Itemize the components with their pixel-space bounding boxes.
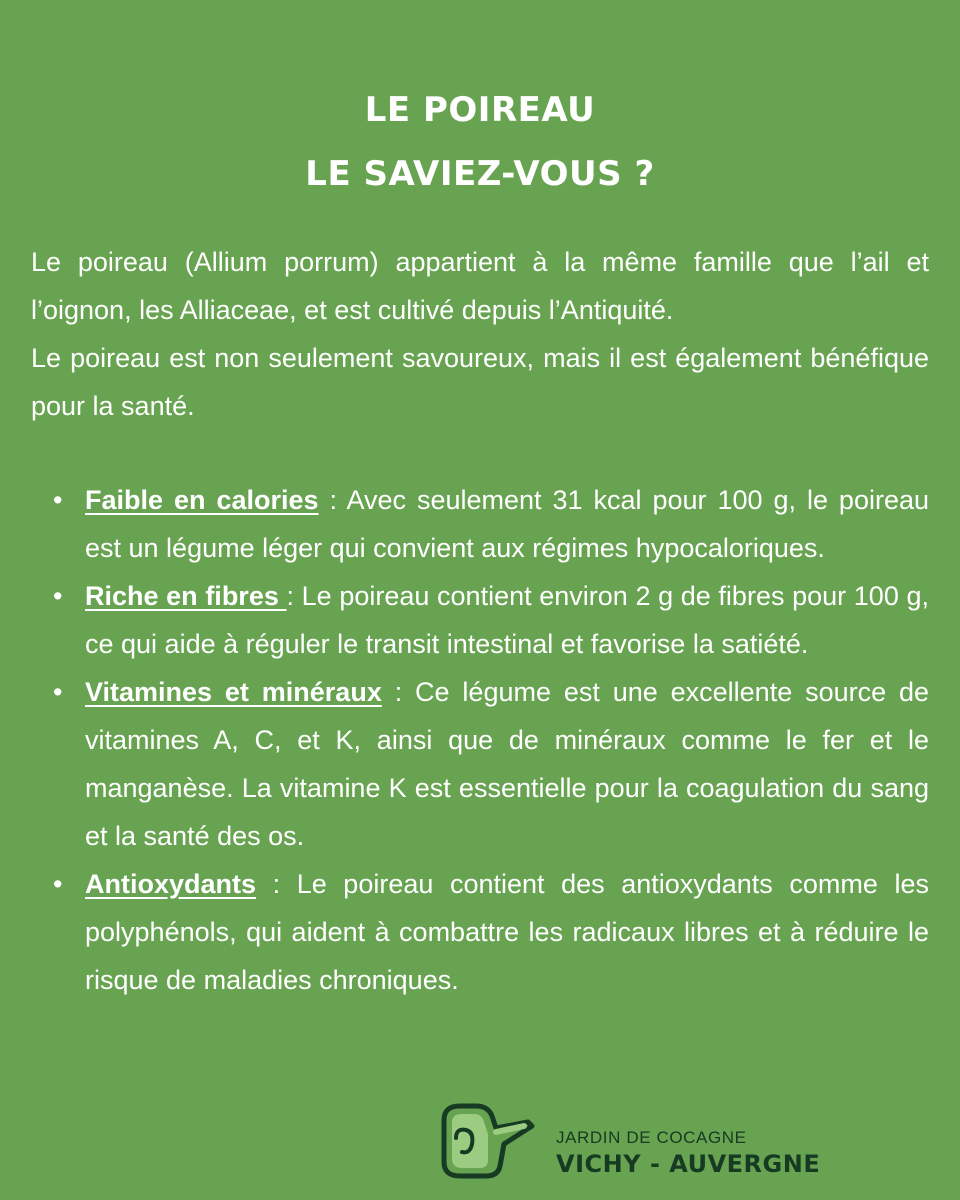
fact-text: : Avec seulement 31 kcal pour 100 g, le poireau est un légume léger qui convient aux régimes hypocaloriques. — [85, 485, 930, 563]
logo-top-text: JARDIN DE COCAGNE — [556, 1128, 747, 1147]
intro-paragraph-1: Le poireau (Allium porrum) appartient à la même famille que l’ail et l’oignon, les Alliaceae, et est cultivé depuis l’Antiquité. — [31, 247, 929, 325]
intro-paragraph-2: Le poireau est non seulement savoureux, mais il est également bénéfique pour la santé. — [31, 343, 929, 421]
fact-text: : Ce légume est une excellente source de vitamines A, C, et K, ainsi que de minéraux comme le fer et le manganèse. La vitamine K est essentielle pour la coagulation du sang et la santé des os. — [85, 677, 929, 851]
fact-text: : Le poireau contient environ 2 g de fibres pour 100 g, ce qui aide à réguler le transit intestinal et favorise la satiété. — [85, 581, 929, 659]
title-line-1: LE POIREAU — [364, 90, 596, 130]
bullet-icon: • — [53, 869, 63, 899]
bullet-icon: • — [53, 485, 63, 515]
organization-logo — [436, 1100, 876, 1182]
fact-term: Riche en fibres — [85, 581, 287, 611]
fact-term: Vitamines et minéraux — [85, 677, 382, 707]
list-item — [53, 668, 929, 860]
list-item — [53, 476, 930, 572]
list-item — [53, 572, 929, 668]
page-title — [0, 78, 960, 206]
watering-can-icon — [436, 1100, 542, 1182]
fact-text: : Le poireau contient des antioxydants comme les polyphénols, qui aident à combattre les radicaux libres et à réduire le risque de maladies chroniques. — [85, 869, 929, 995]
list-item — [53, 860, 929, 1004]
title-line-2: LE SAVIEZ-VOUS ? — [305, 154, 655, 194]
bullet-icon: • — [53, 677, 63, 707]
fact-term: Faible en calories — [85, 485, 319, 515]
intro-text — [31, 238, 929, 430]
fact-term: Antioxydants — [85, 869, 257, 899]
facts-list — [53, 476, 930, 1004]
bullet-icon: • — [53, 581, 63, 611]
logo-bottom-text: VICHY - AUVERGNE — [556, 1150, 821, 1178]
